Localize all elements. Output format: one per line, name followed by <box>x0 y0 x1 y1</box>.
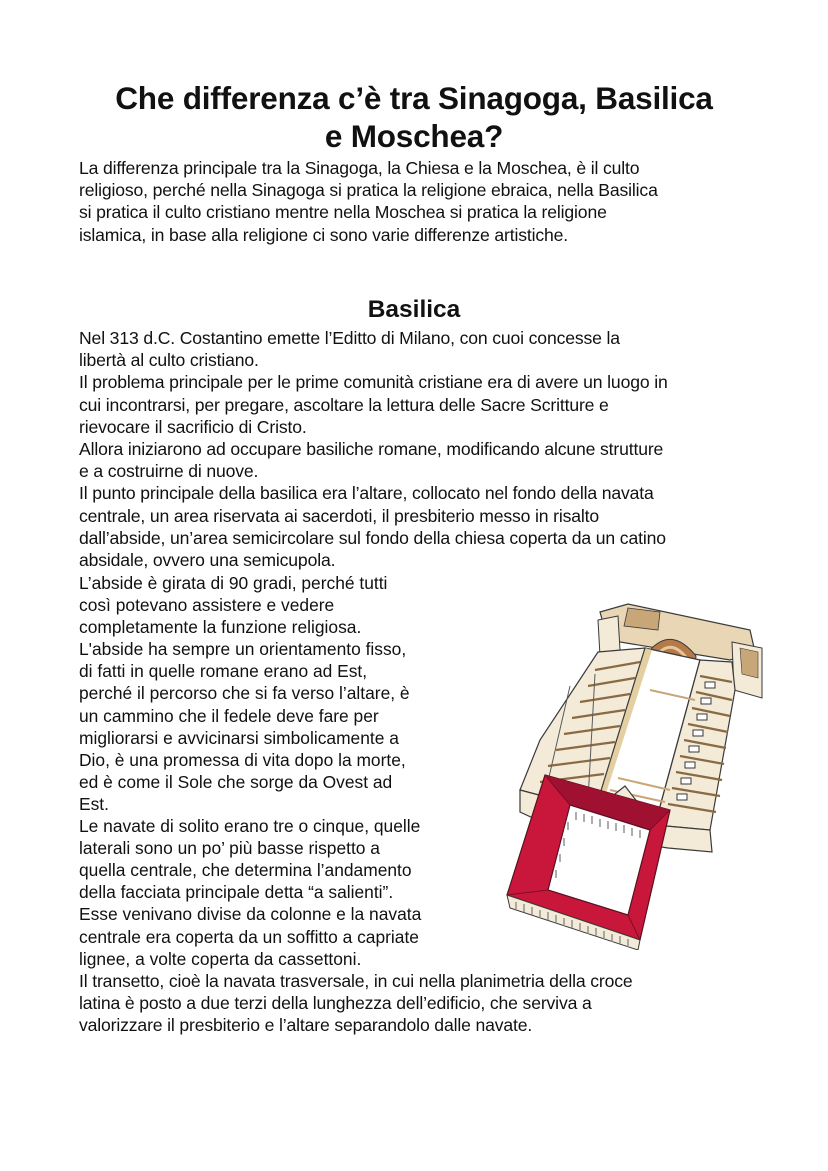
text-line: La differenza principale tra la Sinagoga, la Chiesa e la Moschea, è il culto <box>79 158 640 178</box>
text-line: rievocare il sacrificio di Cristo. <box>79 416 307 437</box>
basilica-cutaway-icon <box>500 590 770 950</box>
text-line: L'abside ha sempre un orientamento fisso, <box>79 639 407 660</box>
text-line: absidale, ovvero una semicupola. <box>79 550 336 571</box>
text-line: latina è posto a due terzi della lunghezza dell’edificio, che serviva a <box>79 993 592 1014</box>
text-line: Il problema principale per le prime comunità cristiane era di avere un luogo in <box>79 372 668 393</box>
text-line: Il punto principale della basilica era l’altare, collocato nel fondo della navata <box>79 483 654 504</box>
page-title <box>60 79 768 155</box>
text-line: ed è come il Sole che sorge da Ovest ad <box>79 771 393 792</box>
text-line: Il transetto, cioè la navata trasversale, in cui nella planimetria della croce <box>79 971 633 991</box>
text-line: valorizzare il presbiterio e l’altare separandolo dalle navate. <box>79 1015 533 1036</box>
text-line: libertà al culto cristiano. <box>79 350 259 371</box>
text-line: si pratica il culto cristiano mentre nella Moschea si pratica la religione <box>79 202 607 223</box>
text-line: lignee, a volte coperta da cassettoni. <box>79 948 362 969</box>
text-line: perché il percorso che si fa verso l’altare, è <box>79 683 410 704</box>
text-line: di fatti in quelle romane erano ad Est, <box>79 661 368 682</box>
text-line: quella centrale, che determina l’andamento <box>79 860 412 881</box>
title-line: Che differenza c’è tra Sinagoga, Basilica <box>115 80 713 116</box>
text-line: e a costruirne di nuove. <box>79 461 259 482</box>
basilica-text-wrapped <box>79 572 479 970</box>
text-line: dall’abside, un’area semicircolare sul fondo della chiesa coperta da un catino <box>79 527 666 548</box>
text-line: Nel 313 d.C. Costantino emette l’Editto di Milano, con cuoi concesse la <box>79 328 620 348</box>
text-line: così potevano assistere e vedere <box>79 595 335 616</box>
text-line: L’abside è girata di 90 gradi, perché tutti <box>79 573 388 593</box>
section-heading: Basilica <box>367 296 461 323</box>
text-line: centrale, un area riservata ai sacerdoti, il presbiterio messo in risalto <box>79 505 600 526</box>
text-line: Esse venivano divise da colonne e la navata <box>79 904 422 925</box>
text-line: un cammino che il fedele deve fare per <box>79 705 379 726</box>
text-line: Allora iniziarono ad occupare basiliche romane, modificando alcune strutture <box>79 439 664 460</box>
text-line: completamente la funzione religiosa. <box>79 617 362 638</box>
text-line: della facciata principale detta “a salienti”. <box>79 882 394 903</box>
text-line: migliorarsi e avvicinarsi simbolicamente a <box>79 727 399 748</box>
basilica-text-top <box>79 327 769 571</box>
text-line: islamica, in base alla religione ci sono varie differenze artistiche. <box>79 224 569 245</box>
text-line: cui incontrarsi, per pregare, ascoltare la lettura delle Sacre Scritture e <box>79 394 609 415</box>
basilica-illustration <box>500 590 770 950</box>
text-line: Est. <box>79 793 109 814</box>
text-line: Dio, è una promessa di vita dopo la morte, <box>79 749 406 770</box>
text-line: religioso, perché nella Sinagoga si pratica la religione ebraica, nella Basilica <box>79 180 658 201</box>
text-line: Le navate di solito erano tre o cinque, quelle <box>79 816 421 837</box>
text-line: centrale era coperta da un soffitto a capriate <box>79 926 419 947</box>
text-line: laterali sono un po’ più basse rispetto a <box>79 838 380 859</box>
basilica-text-bottom <box>79 970 769 1037</box>
intro-paragraph <box>79 157 769 246</box>
title-line: e Moschea? <box>324 118 504 154</box>
